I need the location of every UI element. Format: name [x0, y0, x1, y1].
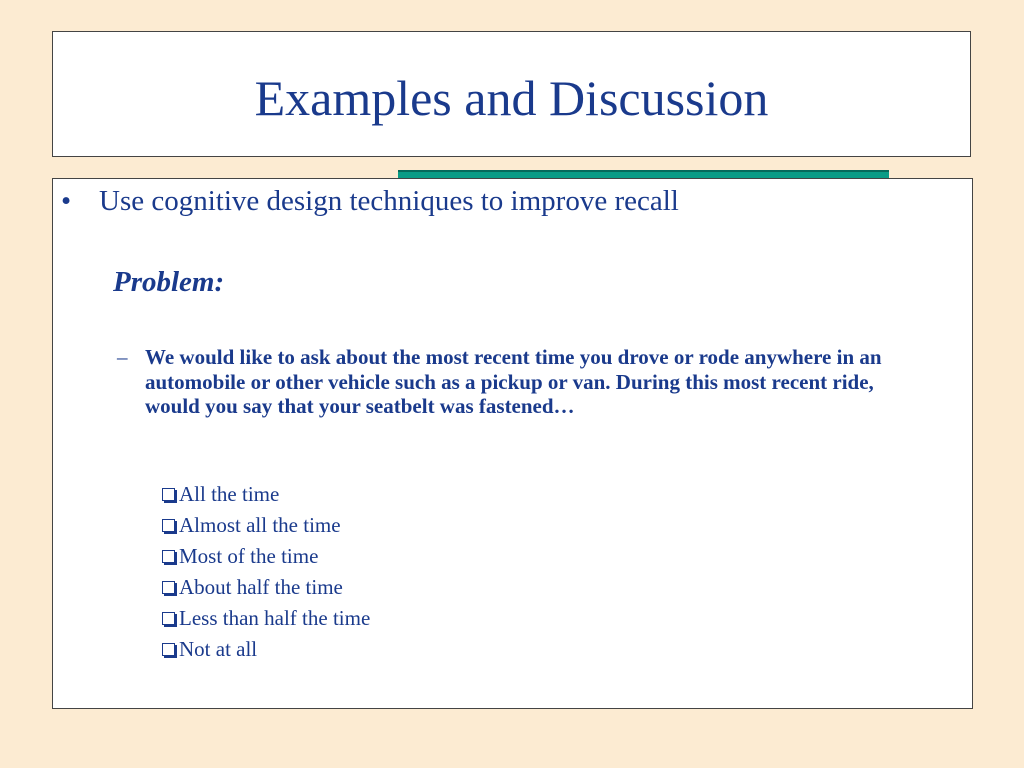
answer-option-label: Almost all the time: [179, 513, 341, 537]
answer-options: [162, 479, 370, 665]
answer-option: [162, 572, 370, 603]
answer-option: [162, 634, 370, 665]
checkbox-icon: [162, 550, 175, 563]
answer-option-label: Most of the time: [179, 544, 319, 568]
bullet-marker: •: [61, 185, 72, 217]
question-text: We would like to ask about the most recent time you drove or rode anywhere in an automobile or other vehicle such as a pickup or van. During this most recent ride, would you say that your seatbelt was fastened…: [145, 345, 882, 419]
checkbox-icon: [162, 488, 175, 501]
content-box: [52, 178, 973, 709]
survey-question: [117, 345, 897, 419]
answer-option: [162, 541, 370, 572]
checkbox-icon: [162, 581, 175, 594]
answer-option: [162, 603, 370, 634]
checkbox-icon: [162, 643, 175, 656]
problem-label: Problem:: [113, 266, 225, 298]
answer-option: [162, 510, 370, 541]
checkbox-icon: [162, 612, 175, 625]
title-box: [52, 31, 971, 157]
checkbox-icon: [162, 519, 175, 532]
answer-option-label: All the time: [179, 482, 280, 506]
answer-option-label: About half the time: [179, 575, 343, 599]
answer-option: [162, 479, 370, 510]
answer-option-label: Less than half the time: [179, 606, 371, 630]
slide-title: Examples and Discussion: [254, 70, 769, 126]
bullet-item: [61, 184, 679, 219]
bullet-text: Use cognitive design techniques to improve recall: [99, 185, 679, 217]
answer-option-label: Not at all: [179, 637, 258, 661]
dash-marker: –: [117, 345, 128, 369]
